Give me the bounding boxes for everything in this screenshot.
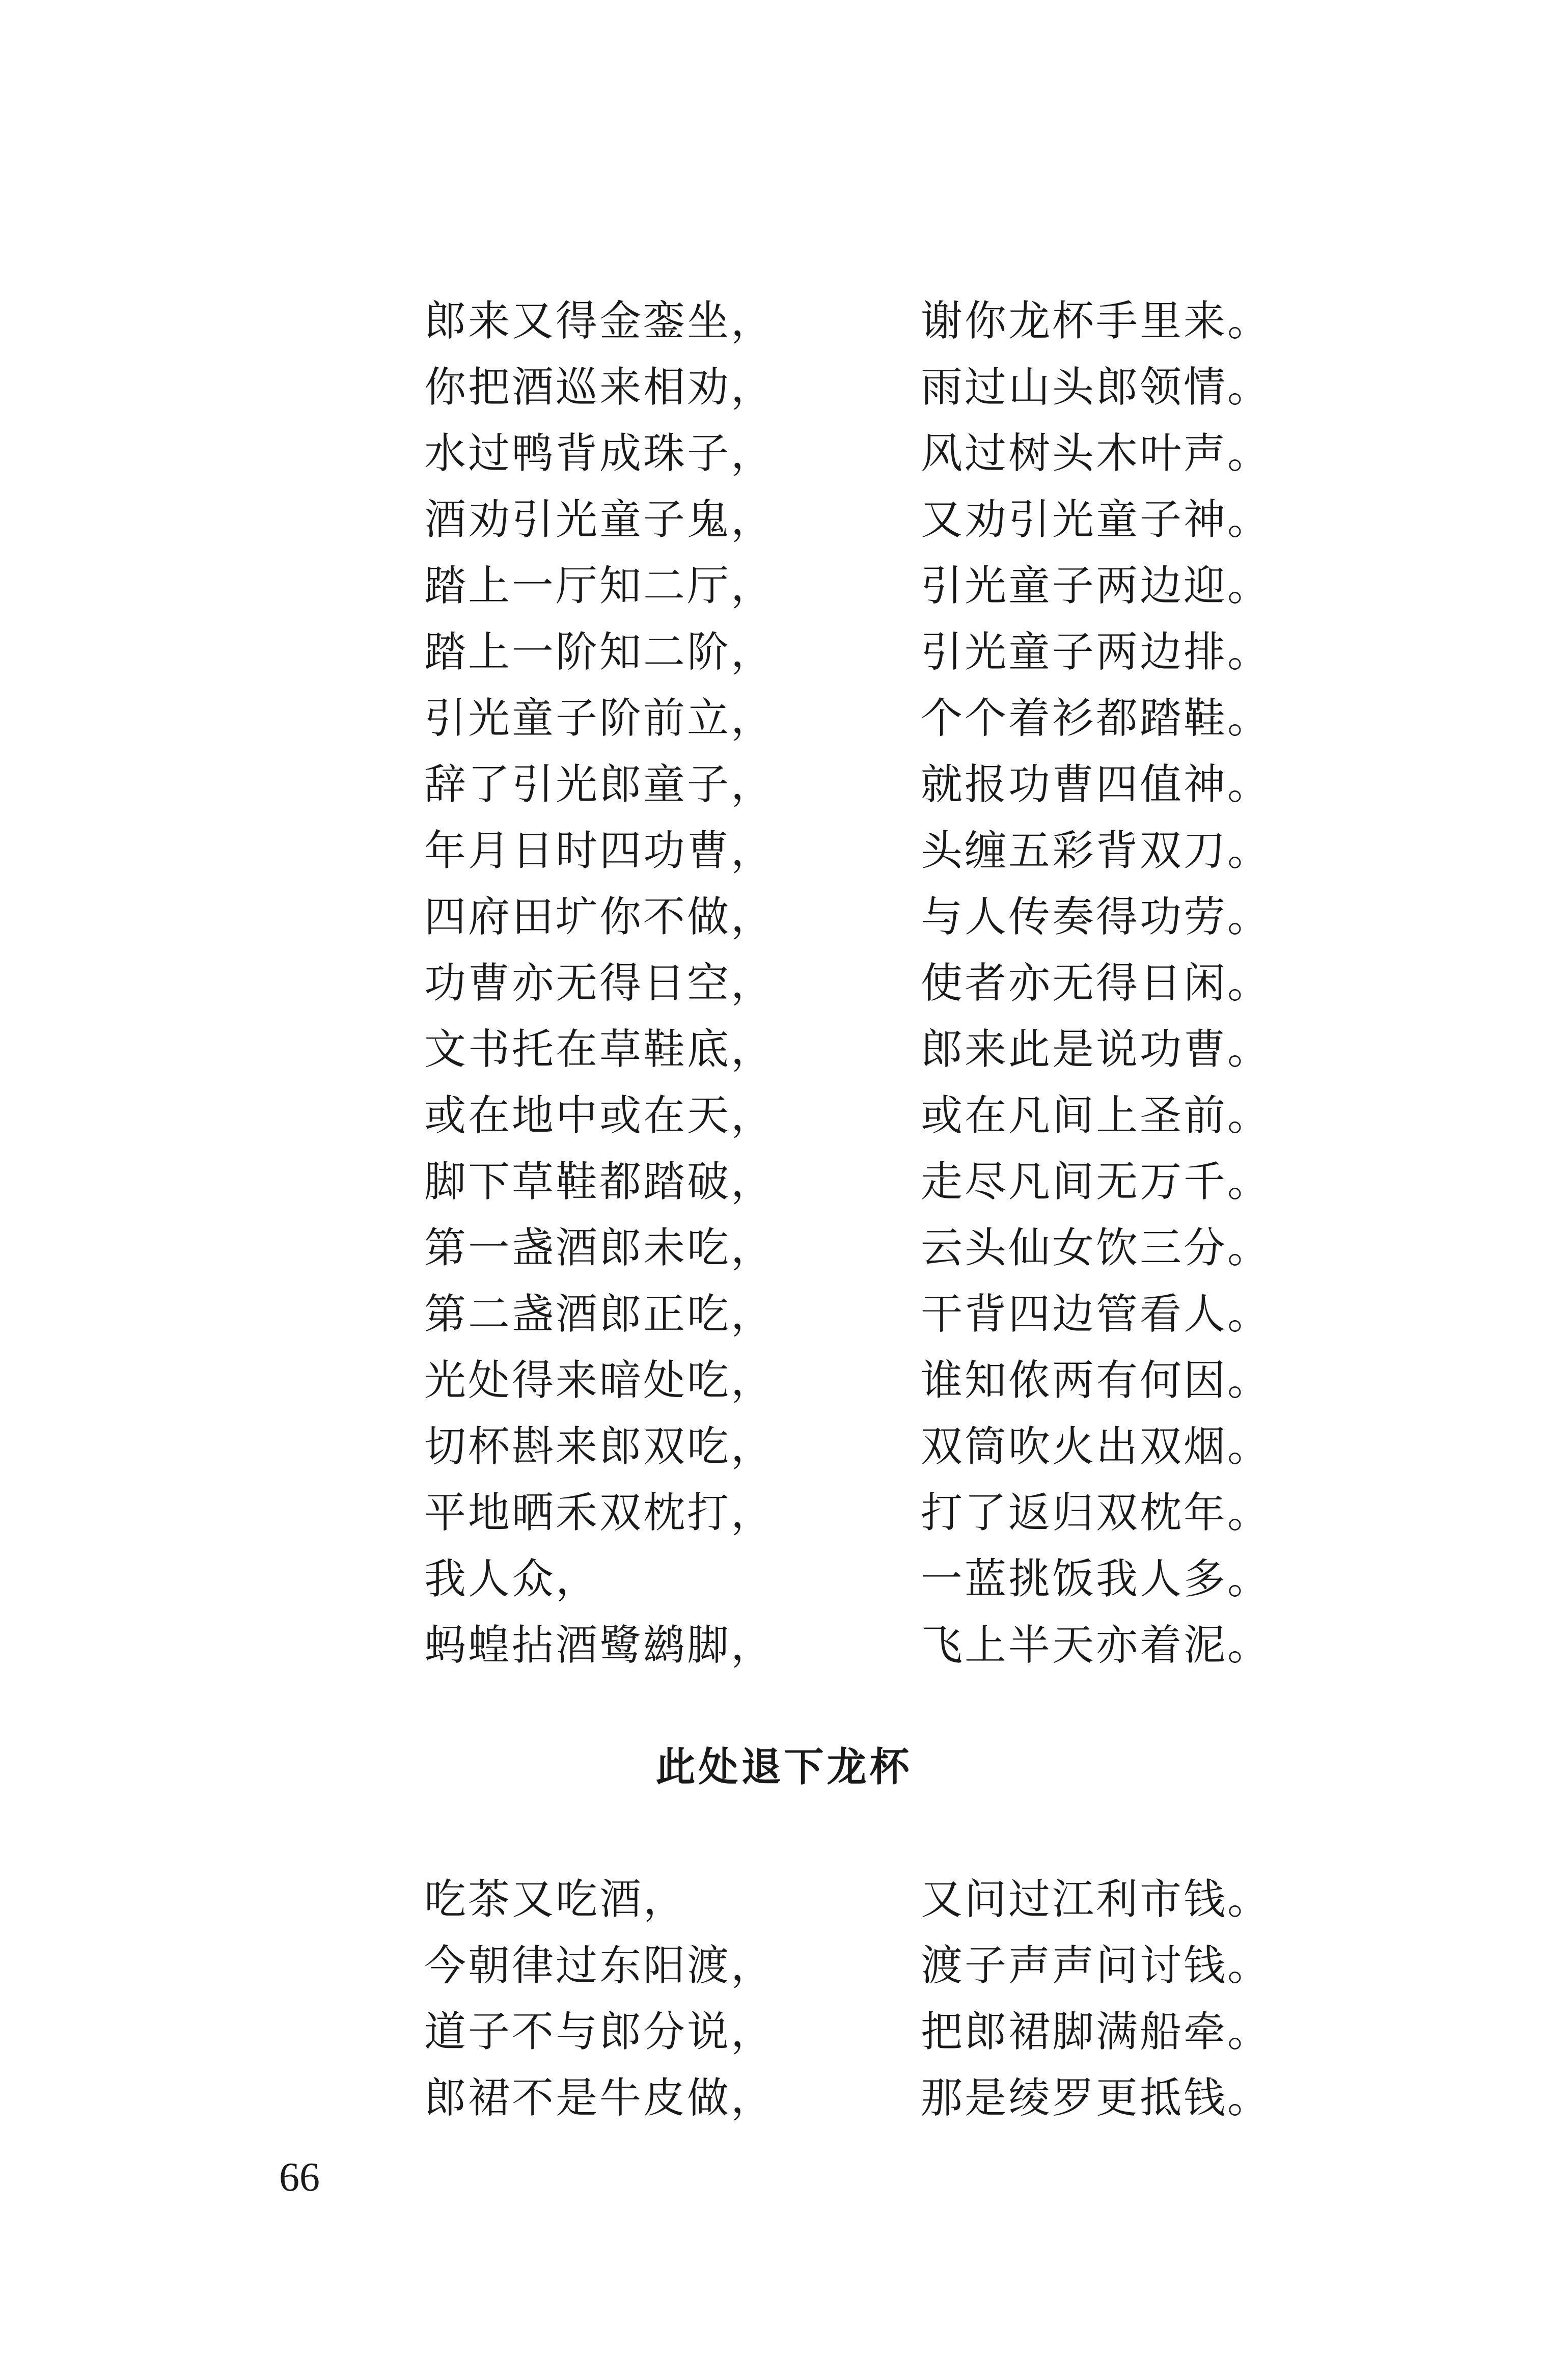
verse-line-right: 头缠五彩背双刀。 bbox=[921, 827, 1272, 875]
verse-couplet bbox=[424, 1414, 1272, 1480]
verse-line-left: 切杯斟来郎双吃， bbox=[424, 1423, 775, 1471]
verse-couplet bbox=[424, 1546, 1272, 1612]
verse-line-right: 个个着衫都踏鞋。 bbox=[921, 694, 1272, 743]
verse-couplet bbox=[424, 1215, 1272, 1281]
verse-line-left: 辞了引光郎童子， bbox=[424, 760, 775, 809]
verse-couplet bbox=[424, 752, 1272, 818]
verse-line-right: 谁知侬两有何因。 bbox=[921, 1356, 1272, 1405]
verse-line-right: 使者亦无得日闲。 bbox=[921, 959, 1272, 1007]
verse-line-left: 功曹亦无得日空， bbox=[424, 959, 775, 1007]
verse-line-right: 一蓝挑饭我人多。 bbox=[921, 1555, 1272, 1603]
verse-line-right: 就报功曹四值神。 bbox=[921, 760, 1272, 809]
verse-line-left: 道子不与郎分说， bbox=[424, 2008, 775, 2056]
verse-line-left: 年月日时四功曹， bbox=[424, 827, 775, 875]
verse-line-left: 踏上一阶知二阶， bbox=[424, 628, 775, 676]
verse-line-left: 吃茶又吃酒， bbox=[424, 1875, 687, 1924]
verse-line-right: 把郎裙脚满船牵。 bbox=[921, 2008, 1272, 2056]
verse-line-left: 脚下草鞋都踏破， bbox=[424, 1158, 775, 1206]
verse-line-left: 今朝律过东阳渡， bbox=[424, 1942, 775, 1990]
verse-couplet bbox=[424, 1149, 1272, 1215]
verse-line-left: 郎来又得金銮坐， bbox=[424, 297, 775, 345]
verse-couplet bbox=[424, 619, 1272, 686]
verse-couplet bbox=[424, 686, 1272, 752]
verse-line-left: 文书托在草鞋底， bbox=[424, 1025, 775, 1074]
verse-line-right: 与人传奏得功劳。 bbox=[921, 893, 1272, 941]
verse-line-right: 又劝引光童子神。 bbox=[921, 496, 1272, 544]
verse-line-left: 我人众， bbox=[424, 1555, 600, 1603]
verse-couplet bbox=[424, 1348, 1272, 1414]
verse-couplet bbox=[424, 1017, 1272, 1083]
verse-couplet bbox=[424, 1083, 1272, 1149]
verse-line-right: 飞上半天亦着泥。 bbox=[921, 1621, 1272, 1670]
verse-line-right: 引光童子两边排。 bbox=[921, 628, 1272, 676]
verse-couplet bbox=[424, 1933, 1272, 1999]
verse-line-right: 或在凡间上圣前。 bbox=[921, 1091, 1272, 1140]
verse-block-2 bbox=[424, 1867, 1272, 2131]
verse-line-left: 四府田圹你不做， bbox=[424, 893, 775, 941]
verse-couplet bbox=[424, 288, 1272, 354]
verse-line-right: 干背四边管看人。 bbox=[921, 1290, 1272, 1338]
section-heading: 此处退下龙杯 bbox=[655, 1744, 913, 1790]
verse-line-left: 光处得来暗处吃， bbox=[424, 1356, 775, 1405]
verse-couplet bbox=[424, 421, 1272, 487]
verse-line-left: 郎裙不是牛皮做， bbox=[424, 2074, 775, 2122]
verse-line-right: 风过树头木叶声。 bbox=[921, 429, 1272, 478]
verse-line-right: 郎来此是说功曹。 bbox=[921, 1025, 1272, 1074]
verse-line-right: 那是绫罗更抵钱。 bbox=[921, 2074, 1272, 2122]
verse-couplet bbox=[424, 1480, 1272, 1546]
page-number: 66 bbox=[279, 2155, 320, 2200]
verse-line-left: 引光童子阶前立， bbox=[424, 694, 775, 743]
verse-line-left: 踏上一厅知二厅， bbox=[424, 562, 775, 610]
verse-line-right: 引光童子两边迎。 bbox=[921, 562, 1272, 610]
verse-couplet bbox=[424, 884, 1272, 950]
verse-line-left: 你把酒巡来相劝， bbox=[424, 363, 775, 412]
verse-line-right: 云头仙女饮三分。 bbox=[921, 1224, 1272, 1272]
verse-couplet bbox=[424, 1281, 1272, 1348]
verse-line-right: 打了返归双枕年。 bbox=[921, 1489, 1272, 1537]
verse-couplet bbox=[424, 354, 1272, 421]
verse-line-right: 谢你龙杯手里来。 bbox=[921, 297, 1272, 345]
verse-couplet bbox=[424, 553, 1272, 619]
verse-line-left: 水过鸭背成珠子， bbox=[424, 429, 775, 478]
verse-line-left: 或在地中或在天， bbox=[424, 1091, 775, 1140]
verse-line-left: 第二盏酒郎正吃， bbox=[424, 1290, 775, 1338]
verse-couplet bbox=[424, 1999, 1272, 2065]
verse-couplet bbox=[424, 1867, 1272, 1933]
verse-line-left: 平地晒禾双枕打， bbox=[424, 1489, 775, 1537]
verse-line-right: 走尽凡间无万千。 bbox=[921, 1158, 1272, 1206]
verse-couplet bbox=[424, 2065, 1272, 2131]
verse-line-right: 渡子声声问讨钱。 bbox=[921, 1942, 1272, 1990]
verse-couplet bbox=[424, 950, 1272, 1017]
verse-couplet bbox=[424, 1612, 1272, 1679]
verse-line-right: 雨过山头郎领情。 bbox=[921, 363, 1272, 412]
verse-line-right: 双筒吹火出双烟。 bbox=[921, 1423, 1272, 1471]
verse-couplet bbox=[424, 818, 1272, 884]
verse-couplet bbox=[424, 487, 1272, 553]
verse-line-right: 又问过江利市钱。 bbox=[921, 1875, 1272, 1924]
verse-line-left: 酒劝引光童子鬼， bbox=[424, 496, 775, 544]
verse-line-left: 蚂蝗拈酒鹭鹚脚， bbox=[424, 1621, 775, 1670]
verse-line-left: 第一盏酒郎未吃， bbox=[424, 1224, 775, 1272]
verse-block-1 bbox=[424, 288, 1272, 1679]
